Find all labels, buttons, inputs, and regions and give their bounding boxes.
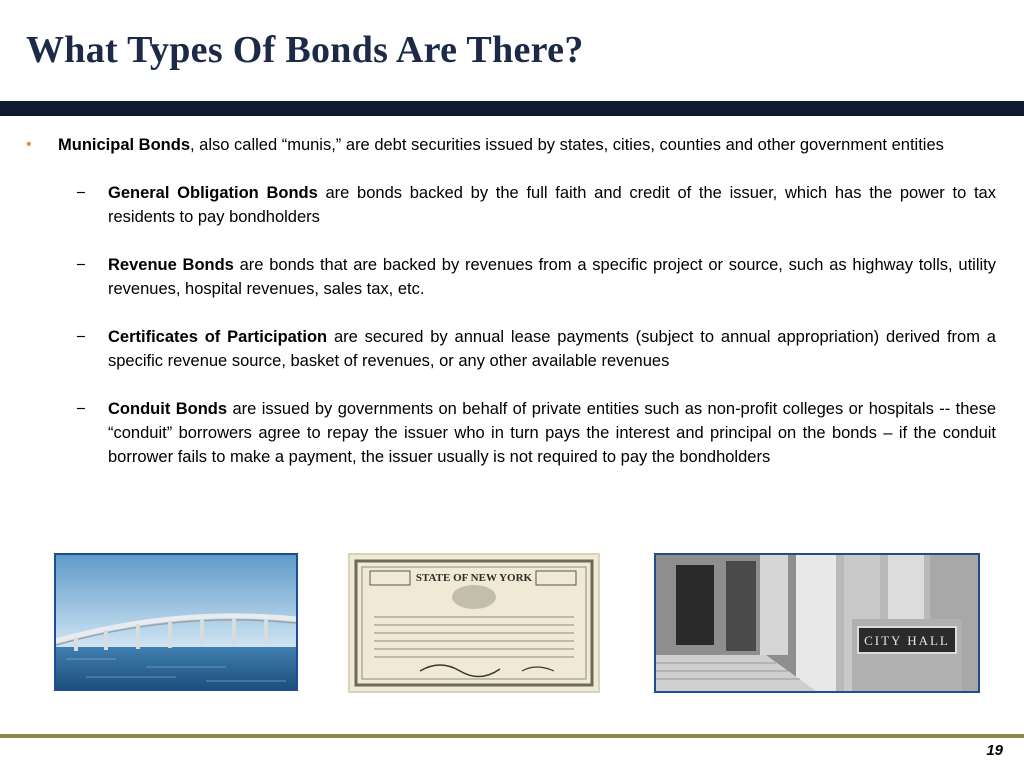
sub-bullet-term: Conduit Bonds (108, 400, 228, 418)
certificate-heading: STATE OF NEW YORK (415, 572, 533, 584)
sub-bullet-marker: − (76, 256, 86, 274)
bullet-municipal-bonds (26, 133, 996, 157)
sub-bullet-term: Revenue Bonds (108, 256, 234, 274)
bullet-marker: • (26, 136, 32, 153)
sub-bullet-marker: − (76, 328, 86, 346)
sub-bullet-text: are bonds backed by the full faith and credit of the issuer, which has the power to tax residents to pay bondholders (108, 184, 996, 226)
sub-bullet-text: are bonds that are backed by revenues from a specific project or source, such as highway tolls, utility revenues, hospital revenues, sales tax, etc. (108, 256, 996, 298)
city-hall-photo (654, 553, 980, 693)
sub-bullet-term: Certificates of Participation (108, 328, 328, 346)
bridge-photo (54, 553, 298, 691)
bullet-text: , also called “munis,” are debt securities issued by states, cities, counties and other government entities (190, 136, 944, 154)
sub-bullet-marker: − (76, 184, 86, 202)
page-number: 19 (986, 742, 1003, 759)
sub-bullet-conduit (26, 397, 996, 469)
footer-rule (0, 734, 1024, 738)
sub-bullet-text: are issued by governments on behalf of private entities such as non-profit colleges or hospitals -- these “conduit” borrowers agree to repay the issuer who in turn pays the interest and principal on the bonds – if the conduit borrower fails to make a payment, the issuer usually is not required to pay the bondholders (108, 400, 996, 466)
bullet-term: Municipal Bonds (58, 136, 190, 154)
sub-bullet-text: are secured by annual lease payments (subject to annual appropriation) derived from a specific revenue source, basket of revenues, or any other available revenues (108, 328, 996, 370)
title-divider-bar (0, 101, 1024, 116)
slide-title: What Types Of Bonds Are There? (26, 29, 584, 71)
bond-certificate-image (348, 553, 600, 693)
sub-bullet-revenue (26, 253, 996, 301)
sub-bullet-general-obligation (26, 181, 996, 229)
sub-bullet-certificates (26, 325, 996, 373)
city-hall-sign: CITY HALL (864, 633, 950, 648)
sub-bullet-term: General Obligation Bonds (108, 184, 318, 202)
slide-body (26, 133, 996, 469)
sub-bullet-marker: − (76, 400, 86, 418)
